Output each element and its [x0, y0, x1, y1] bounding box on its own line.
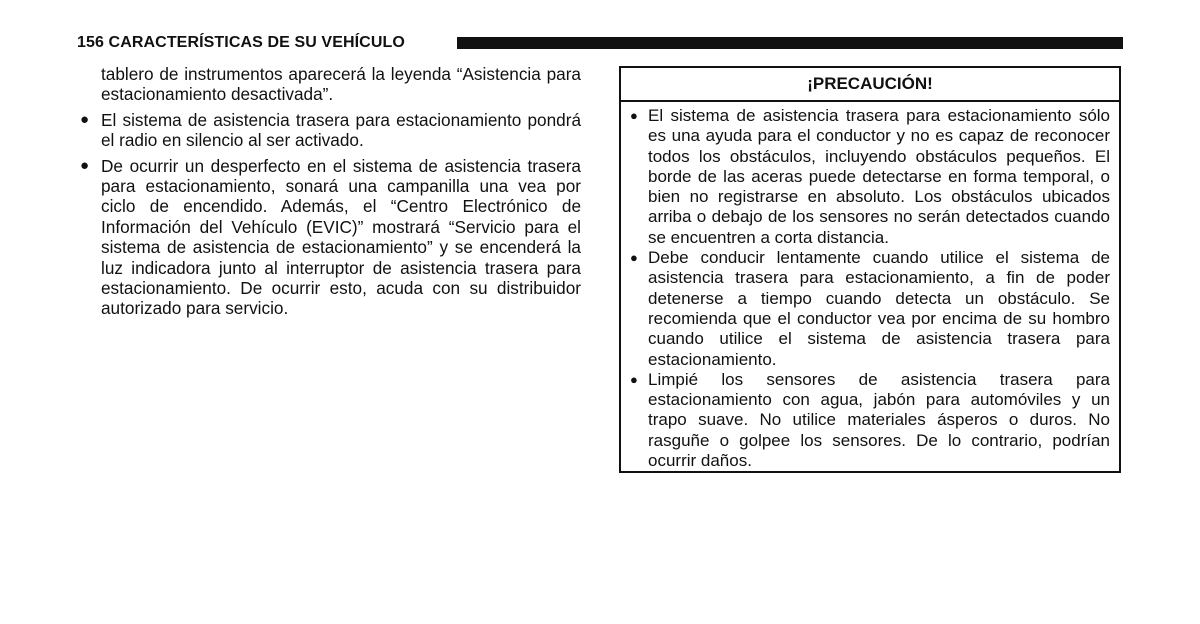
page-header — [77, 33, 1123, 53]
list-item-text: De ocurrir un desperfecto en el sistema de asistencia trasera para estacionamiento, sonará una campanilla una vea por ciclo de encendido. Además, el “Centro Electrónico de Información del Vehículo (EVIC)” mostrará “Servicio para el sistema de asistencia de estacionamiento” y se encenderá la luz indicadora junto al interruptor de asistencia trasera para estacionamiento. De ocurrir esto, acuda con su distribuidor autorizado para servicio. — [101, 155, 581, 319]
list-item-text: El sistema de asistencia trasera para estacionamiento sólo es una ayuda para el conductor y no es capaz de reconocer todos los obstáculos, incluyendo obstáculos pequeños. El borde de las aceras puede detectarse en forma temporal, o bien no registrarse en absoluto. Los obstáculos ubicados arriba o debajo de los sensores no serán detectados cuando se encuentren a corta distancia. — [648, 106, 1110, 247]
bullet-icon: ● — [630, 371, 638, 387]
page-header-title: 156 CARACTERÍSTICAS DE SU VEHÍCULO — [77, 34, 405, 51]
list-item — [77, 110, 581, 151]
bullet-icon: ● — [630, 108, 638, 123]
continuation-paragraph: tablero de instrumentos aparecerá la leyenda “Asistencia para estacionamiento desactivada”. — [101, 64, 581, 105]
bullet-icon: ● — [80, 156, 90, 174]
bullet-icon: ● — [630, 250, 638, 266]
list-item — [621, 106, 1110, 248]
list-item-text: Limpié los sensores de asistencia trasera para estacionamiento con agua, jabón para automóviles y un trapo suave. No utilice materiales ásperos o duros. No rasguñe o golpee los sensores. De lo contrario, podrían ocurrir daños. — [648, 369, 1110, 471]
left-bullet-list — [77, 110, 581, 319]
list-item — [77, 156, 581, 319]
list-item-text: El sistema de asistencia trasera para estacionamiento pondrá el radio en silencio al ser activado. — [101, 109, 581, 151]
bullet-icon: ● — [80, 110, 90, 128]
caution-title: ¡PRECAUCIÓN! — [621, 68, 1119, 102]
caution-box — [619, 66, 1121, 473]
list-item-text: Debe conducir lentamente cuando utilice el sistema de asistencia trasera para estacionamiento, a fin de poder detenerse a tiempo cuando detecta un obstáculo. Se recomienda que el conductor vea por encima de su hombro cuando utilice el sistema de asistencia trasera para estacionamiento. — [648, 248, 1110, 369]
list-item — [621, 248, 1110, 370]
left-column — [77, 64, 581, 324]
caution-bullet-list — [621, 106, 1119, 471]
list-item — [621, 370, 1110, 471]
header-rule — [457, 37, 1123, 49]
